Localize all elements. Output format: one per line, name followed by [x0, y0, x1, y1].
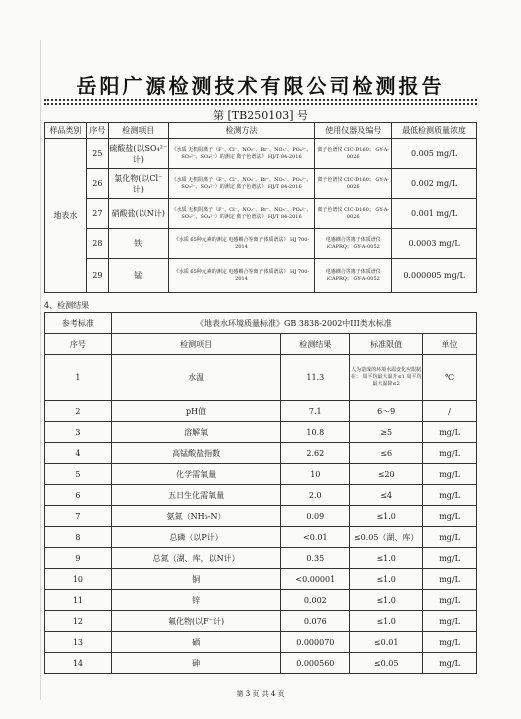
reference-standard-value: 《地表水环境质量标准》GB 3838-2002中III类水标准	[111, 313, 476, 334]
row-limit: 0.005 mg/L	[392, 139, 477, 169]
table-row	[45, 443, 477, 464]
row-item: 化学需氧量	[111, 464, 281, 485]
section-heading: 4、检测结果	[44, 301, 90, 310]
row-result: 0.09	[281, 506, 350, 527]
row-limit: ≤0.05	[350, 653, 423, 674]
row-unit: mg/L	[423, 632, 477, 653]
row-item: 五日生化需氧量	[111, 485, 281, 506]
row-no: 10	[45, 569, 112, 590]
row-result: 10.8	[281, 422, 350, 443]
row-unit: mg/L	[423, 443, 477, 464]
row-item: 氯化物(以Cl⁻计)	[108, 169, 168, 199]
header-sample-category: 样品类别	[45, 123, 87, 139]
header-item: 检测项目	[111, 334, 281, 355]
table-row	[45, 569, 477, 590]
row-item: 硒	[111, 632, 281, 653]
row-result: 10	[281, 464, 350, 485]
row-item: 氨氮（NH₃-N）	[111, 506, 281, 527]
row-result: 2.0	[281, 485, 350, 506]
row-result: 7.1	[281, 401, 350, 422]
title-divider-top	[44, 99, 477, 101]
row-limit: 0.000005 mg/L	[392, 259, 477, 293]
row-item: 总磷（以P计）	[111, 527, 281, 548]
reference-standard-row	[45, 313, 477, 334]
row-result: 0.000070	[281, 632, 350, 653]
row-result: <0.00001	[281, 569, 350, 590]
header-min-concentration: 最低检测质量浓度	[392, 123, 477, 139]
row-item: 砷	[111, 653, 281, 674]
table-row	[45, 590, 477, 611]
row-unit: mg/L	[423, 590, 477, 611]
row-no: 11	[45, 590, 112, 611]
row-unit: /	[423, 401, 477, 422]
row-equipment: 离子色谱仪 CIC-D160； GY-A-0026	[315, 139, 392, 169]
page-footer: 第 3 页 共 4 页	[236, 690, 285, 698]
row-limit: ≤1.0	[350, 506, 423, 527]
header-method: 检测方法	[168, 123, 315, 139]
header-unit: 单位	[423, 334, 477, 355]
row-unit: mg/L	[423, 485, 477, 506]
header-no: 序号	[45, 334, 112, 355]
header-equipment: 使用仪器及编号	[315, 123, 392, 139]
row-limit: ≤20	[350, 464, 423, 485]
row-equipment: 离子色谱仪 CIC-D160； GY-A-0026	[315, 199, 392, 229]
row-no: 12	[45, 611, 112, 632]
table-row	[45, 199, 477, 229]
row-method: 《水质 65种元素的测定 电感耦合等离子体质谱法》 HJ 700-2014	[168, 229, 315, 259]
table-row	[45, 653, 477, 674]
row-no: 14	[45, 653, 112, 674]
binding-line	[40, 40, 41, 700]
row-item: 锰	[108, 259, 168, 293]
header-result: 检测结果	[281, 334, 350, 355]
table-row	[45, 548, 477, 569]
row-equipment: 电感耦合等离子体质谱仪iCAPRQ； GY-A-0052	[315, 229, 392, 259]
header-limit: 标准限值	[350, 334, 423, 355]
table-row	[45, 401, 477, 422]
row-no: 5	[45, 464, 112, 485]
row-limit: 0.0003 mg/L	[392, 229, 477, 259]
row-limit: ≤1.0	[350, 611, 423, 632]
row-item: 氟化物(以F⁻计)	[111, 611, 281, 632]
header-no: 序号	[86, 123, 108, 139]
row-no: 13	[45, 632, 112, 653]
sample-category: 地表水	[45, 139, 87, 293]
row-unit: ℃	[423, 355, 477, 401]
table-row	[45, 464, 477, 485]
row-no: 1	[45, 355, 112, 401]
row-no: 28	[86, 229, 108, 259]
row-equipment: 离子色谱仪 CIC-D160； GY-A-0026	[315, 169, 392, 199]
row-no: 2	[45, 401, 112, 422]
row-unit: mg/L	[423, 611, 477, 632]
row-equipment: 电感耦合等离子体质谱仪iCAPRQ； GY-A-0052	[315, 259, 392, 293]
header-item: 检测项目	[108, 123, 168, 139]
row-result: 0.35	[281, 548, 350, 569]
report-number: 第 [TB250103] 号	[213, 109, 308, 122]
table-row	[45, 506, 477, 527]
row-limit: 0.002 mg/L	[392, 169, 477, 199]
row-item: 锌	[111, 590, 281, 611]
row-method: 《水质 无机阴离子（F⁻、Cl⁻、NO₂⁻、Br⁻、NO₃⁻、PO₄³⁻、SO₃²⁻、SO₄²⁻）的测定 离子色谱法》 HJ/T 84-2016	[168, 139, 315, 169]
row-no: 8	[45, 527, 112, 548]
table-row	[45, 422, 477, 443]
row-unit: mg/L	[423, 464, 477, 485]
row-no: 7	[45, 506, 112, 527]
results-table-header	[45, 334, 477, 355]
row-limit: ≤6	[350, 443, 423, 464]
table-row	[45, 259, 477, 293]
method-table-header	[45, 123, 477, 139]
row-unit: mg/L	[423, 422, 477, 443]
row-result: 11.3	[281, 355, 350, 401]
row-unit: mg/L	[423, 569, 477, 590]
row-limit: 人为造成的环境水温变化应限制在： 周平均最大温升≤1 周平均最大温降≤2	[350, 355, 423, 401]
row-limit: 0.001 mg/L	[392, 199, 477, 229]
row-limit: 6～9	[350, 401, 423, 422]
row-limit: ≥5	[350, 422, 423, 443]
row-unit: mg/L	[423, 653, 477, 674]
row-limit: ≤0.05（湖、库）	[350, 527, 423, 548]
row-limit: ≤1.0	[350, 569, 423, 590]
table-row	[45, 169, 477, 199]
table-row	[45, 611, 477, 632]
row-result: 0.000560	[281, 653, 350, 674]
row-limit: ≤0.01	[350, 632, 423, 653]
row-no: 25	[86, 139, 108, 169]
row-item: 总氮（湖、库，以N计）	[111, 548, 281, 569]
table-row	[45, 139, 477, 169]
row-no: 9	[45, 548, 112, 569]
row-unit: mg/L	[423, 527, 477, 548]
row-no: 27	[86, 199, 108, 229]
row-item: 铜	[111, 569, 281, 590]
table-row	[45, 632, 477, 653]
table-row	[45, 485, 477, 506]
row-result: <0.01	[281, 527, 350, 548]
title-divider-bottom	[44, 103, 477, 105]
row-limit: ≤4	[350, 485, 423, 506]
row-method: 《水质 无机阴离子（F⁻、Cl⁻、NO₂⁻、Br⁻、NO₃⁻、PO₄³⁻、SO₃²⁻、SO₄²⁻）的测定 离子色谱法》 HJ/T 84-2016	[168, 169, 315, 199]
results-table	[44, 312, 477, 674]
method-table	[44, 122, 477, 293]
table-row	[45, 527, 477, 548]
company-title: 岳阳广源检测技术有限公司检测报告	[76, 74, 445, 98]
row-unit: mg/L	[423, 506, 477, 527]
table-row	[45, 229, 477, 259]
table-row	[45, 355, 477, 401]
row-no: 6	[45, 485, 112, 506]
row-item: 硝酸盐(以N计)	[108, 199, 168, 229]
reference-standard-label: 参考标准	[45, 313, 112, 334]
row-item: 铁	[108, 229, 168, 259]
row-no: 3	[45, 422, 112, 443]
row-no: 4	[45, 443, 112, 464]
row-item: 水温	[111, 355, 281, 401]
row-item: pH值	[111, 401, 281, 422]
row-limit: ≤1.0	[350, 590, 423, 611]
row-unit: mg/L	[423, 548, 477, 569]
row-item: 硫酸盐(以SO₄²⁻计)	[108, 139, 168, 169]
row-no: 29	[86, 259, 108, 293]
row-method: 《水质 65种元素的测定 电感耦合等离子体质谱法》 HJ 700-2014	[168, 259, 315, 293]
row-result: 0.076	[281, 611, 350, 632]
row-item: 溶解氧	[111, 422, 281, 443]
row-method: 《水质 无机阴离子（F⁻、Cl⁻、NO₂⁻、Br⁻、NO₃⁻、PO₄³⁻、SO₃²⁻、SO₄²⁻）的测定 离子色谱法》 HJ/T 84-2016	[168, 199, 315, 229]
row-limit: ≤1.0	[350, 548, 423, 569]
row-no: 26	[86, 169, 108, 199]
row-item: 高锰酸盐指数	[111, 443, 281, 464]
row-result: 2.62	[281, 443, 350, 464]
row-result: 0.002	[281, 590, 350, 611]
